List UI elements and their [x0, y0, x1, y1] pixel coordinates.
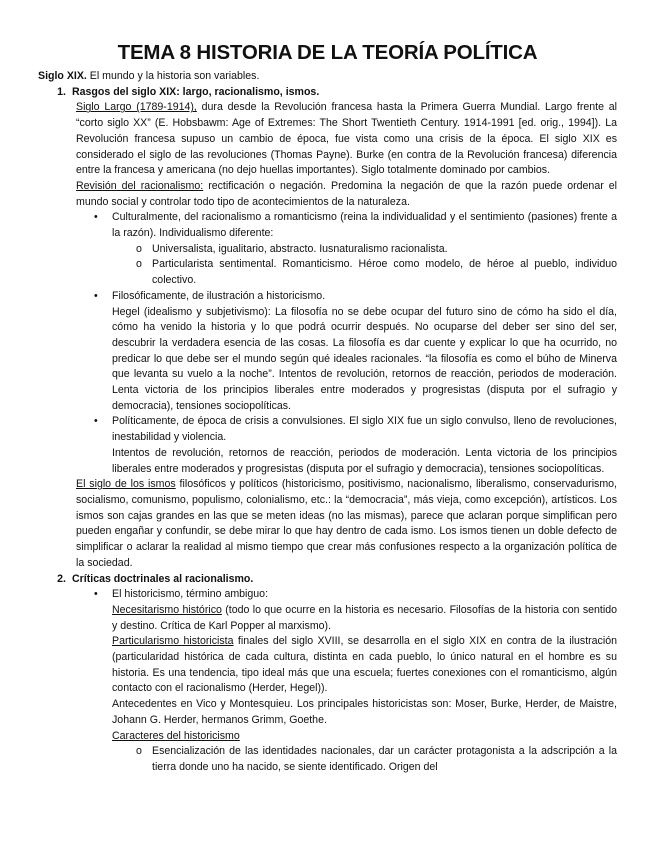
s1-p2-underline: Revisión del racionalismo: [76, 179, 204, 192]
section-1-title: Rasgos del siglo XIX: largo, racionalismo, ismos. [72, 85, 320, 98]
s2-b1-p1-underline: Necesitarismo histórico [112, 603, 222, 616]
s2-b1-sub-1 [136, 744, 617, 775]
s2-b1-paragraph-1 [112, 603, 617, 634]
s1-p3-underline: El siglo de los ismos [76, 478, 176, 491]
s2-b1-subheading: Caracteres del historicismo [112, 729, 240, 742]
s1-b1-sub-2-text: Particularista sentimental. Romanticismo. Héroe como modelo, de héroe al pueblo, individuo colectivo. [152, 258, 617, 287]
s1-bullet-1 [94, 210, 617, 289]
bullet-marker: • [94, 588, 98, 601]
s2-b1-sub-1-text: Esencialización de las identidades nacionales, dar un carácter protagonista a la adscripción a la tierra donde uno ha nacido, se siente identificado. Origen del [152, 745, 617, 773]
section-1-heading [38, 85, 617, 101]
s1-paragraph-3 [76, 477, 617, 571]
s1-p1-text: dura desde la Revolución francesa hasta la Primera Guerra Mundial. Largo frente al “corto siglo XX” (E. Hobsbawm: Age of Extremes: The Short Twentieth Century. 1914-1991 [ed. orig., 1994]). La Revolución francesa supuso un cambio de época, fue vista como una crisis de la época. El siglo XIX es considerado el siglo de las revoluciones (Thomas Payne). Burke (en contra de la Revolución francesa) diferencia entre la francesa y americana (no dejo huellas importantes). Siglo totalmente dominado por cambios. [76, 101, 617, 177]
bullet-marker: • [94, 415, 98, 428]
section-2-heading [38, 572, 617, 588]
section-1-number: 1. [57, 85, 66, 98]
s2-b1-p2-text: finales del siglo XVIII, se desarrolla en el siglo XIX en contra de la ilustración (particularidad histórica de cada cultura, distinta en cada pueblo, lo único natural en el hombre es su historia. Es una tendencia, tipo ideal más que una escuela; fuertes conexiones con el romanticismo, algún contacto con el racionalismo (Herder, Hegel)). [112, 635, 617, 695]
s2-b1-p2-underline: Particularismo historicista [112, 635, 234, 648]
s2-b1-p1-text: (todo lo que ocurre en la historia es necesario. Filosofías de la historia con sentido y destino. Crítica de Karl Popper al marxismo). [112, 603, 617, 632]
s1-b2-text: Filosóficamente, de ilustración a historicismo. [112, 289, 326, 302]
s1-p1-underline: Siglo Largo (1789-1914), [76, 101, 197, 114]
s1-paragraph-2 [76, 179, 617, 210]
bullet-marker: • [94, 289, 98, 302]
s1-bullet-3 [94, 414, 617, 477]
s1-bullet-2 [94, 289, 617, 415]
bullet-marker: • [94, 211, 98, 224]
s2-b1-paragraph-2 [112, 634, 617, 697]
s1-b1-text: Culturalmente, del racionalismo a romanticismo (reina la individualidad y el sentimiento (pasiones) frente a la razón). Individualismo diferente: [112, 211, 617, 240]
s1-p3-text: filosóficos y políticos (historicismo, positivismo, nacionalismo, liberalismo, conservadurismo, socialismo, comunismo, populismo, colonialismo, etc.: la “democracia”, más vieja, como excepción), artísticos. Los ismos son cajas grandes en las que se meten ideas (no las mismas), parece que aclaran porque simplifican pero pueden engañar y confundir, se debe mirar lo que hay dentro de cada ismo. Los ismos tienen un doble defecto de simplificar o aclarar la realidad al mismo tiempo que crear más confusiones respecto a la organización política de la sociedad. [76, 478, 617, 569]
s1-b1-sub-1 [136, 242, 617, 258]
sub-marker: o [136, 258, 142, 271]
s1-p2-text: rectificación o negación. Predomina la negación de que la razón puede ordenar el mundo social y controlar todo tipo de acontecimientos de la naturaleza. [76, 179, 618, 208]
s1-b3-text-2: Intentos de revolución, retornos de reacción, periodos de moderación. Lenta victoria de los principios liberales entre moderados y progresistas (disputa por el sufragio y democracia), tensiones sociopolíticas. [112, 446, 617, 475]
intro-bold: Siglo XIX. [38, 70, 87, 82]
s2-b1-paragraph-3: Antecedentes en Vico y Montesquieu. Los principales historicistas son: Moser, Burke, Herder, de Maistre, Johann G. Herder, hermanos Grimm, Goethe. [112, 698, 617, 726]
s1-paragraph-1 [76, 100, 617, 179]
page-title: TEMA 8 HISTORIA DE LA TEORÍA POLÍTICA [117, 41, 538, 64]
s2-bullet-1 [94, 587, 617, 775]
sub-marker: o [136, 745, 142, 758]
s1-b3-text: Políticamente, de época de crisis a convulsiones. El siglo XIX fue un siglo convulso, lleno de revoluciones, inestabilidad y violencia. [112, 415, 617, 444]
s1-b1-sub-2 [136, 257, 617, 288]
intro-text: El mundo y la historia son variables. [86, 70, 260, 82]
intro-line [38, 69, 617, 85]
s1-b1-sub-1-text: Universalista, igualitario, abstracto. Iusnaturalismo racionalista. [152, 242, 448, 255]
section-2-title: Críticas doctrinales al racionalismo. [72, 572, 254, 585]
s1-b2-text-2: Hegel (idealismo y subjetivismo): La filosofía no se debe ocupar del futuro sino de cómo ha sido el día, cómo ha venido la historia y lo que podrá ocurrir después. No ocuparse del deber ser sino del ser, descubrir la verdadera esencia de las cosas. La filosofía es dar cuente y explicar lo que ha ocurrido, no predicar lo que debe ser el mundo según qué ideales racionales. “la filosofía es como el búho de Minerva que levanta su vuelo a la noche”. Intentos de revolución, retornos de reacción, periodos de moderación. Lenta victoria de los principios liberales entre moderados y progresistas (disputa por el sufragio y democracia), tensiones sociopolíticas. [112, 305, 617, 412]
section-2-number: 2. [57, 572, 66, 585]
s2-b1-text: El historicismo, término ambiguo: [112, 588, 269, 601]
sub-marker: o [136, 242, 142, 255]
